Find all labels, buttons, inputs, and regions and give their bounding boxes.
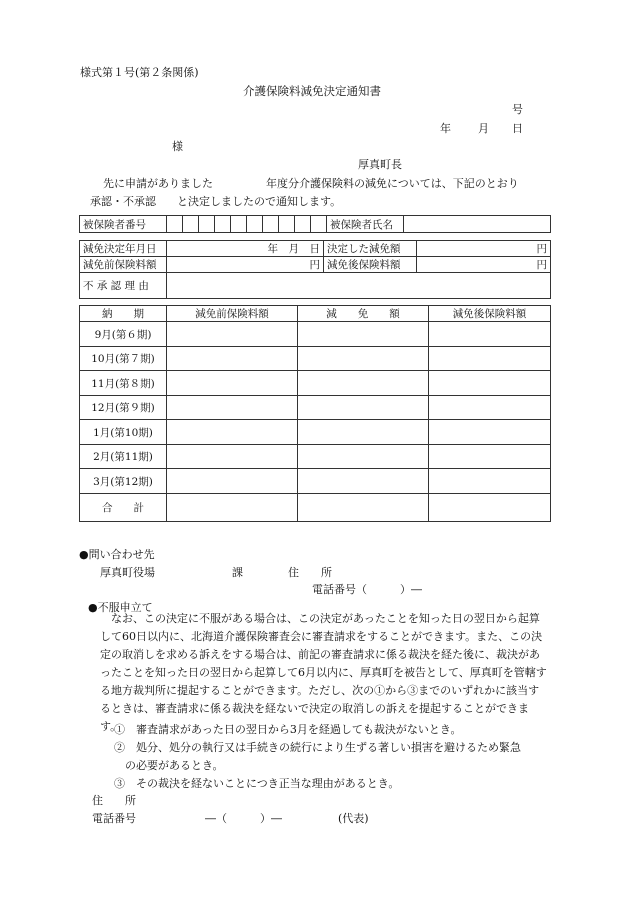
reduction-cell[interactable] bbox=[298, 396, 429, 420]
after-amount-field[interactable]: 円 bbox=[417, 257, 551, 273]
schedule-header: 減免前保険料額 bbox=[167, 306, 298, 322]
appeal-phone-label: 電話番号 bbox=[92, 812, 136, 825]
addressee-suffix: 様 bbox=[172, 140, 183, 153]
period-label: 2月(第11期) bbox=[80, 445, 167, 469]
reduction-cell[interactable] bbox=[298, 469, 429, 494]
schedule-row bbox=[80, 445, 551, 469]
before-cell[interactable] bbox=[167, 445, 298, 469]
reduction-cell[interactable] bbox=[298, 494, 429, 522]
insured-number-box[interactable] bbox=[231, 216, 247, 233]
reduction-cell[interactable] bbox=[298, 322, 429, 347]
form-number: 様式第１号(第２条関係) bbox=[80, 66, 199, 79]
appeal-phone-tail: (代表) bbox=[338, 812, 369, 825]
document-title: 介護保険料減免決定通知書 bbox=[243, 84, 381, 98]
date-day: 日 bbox=[512, 122, 523, 135]
before-amount-field[interactable]: 円 bbox=[167, 257, 324, 273]
issuer: 厚真町長 bbox=[358, 158, 402, 171]
schedule-table bbox=[79, 305, 551, 522]
schedule-row bbox=[80, 469, 551, 494]
schedule-row bbox=[80, 347, 551, 371]
schedule-row bbox=[80, 396, 551, 420]
appeal-item-2-cont: の必要があるとき。 bbox=[125, 759, 224, 772]
date-year: 年 bbox=[440, 122, 451, 135]
intro-line1-a: 先に申請がありました bbox=[103, 177, 213, 190]
before-cell[interactable] bbox=[167, 371, 298, 396]
period-label: 12月(第９期) bbox=[80, 396, 167, 420]
before-cell[interactable] bbox=[167, 322, 298, 347]
appeal-heading: ●不服申立て bbox=[88, 601, 153, 614]
insured-number-box[interactable] bbox=[183, 216, 199, 233]
appeal-item-3: ③ その裁決を経ないことにつき正当な理由があるとき。 bbox=[114, 777, 400, 790]
period-label: 3月(第12期) bbox=[80, 469, 167, 494]
schedule-row bbox=[80, 322, 551, 347]
insured-number-box[interactable] bbox=[263, 216, 279, 233]
schedule-header: 納 期 bbox=[80, 306, 167, 322]
insured-number-box[interactable] bbox=[279, 216, 295, 233]
after-amount-label: 減免後保険料額 bbox=[324, 257, 417, 273]
date-month: 月 bbox=[478, 122, 489, 135]
contact-address: 住 所 bbox=[288, 566, 332, 579]
reduction-cell[interactable] bbox=[298, 420, 429, 445]
insured-number-box[interactable] bbox=[215, 216, 231, 233]
decision-date-field[interactable]: 年 月 日 bbox=[167, 241, 324, 257]
period-label: 11月(第８期) bbox=[80, 371, 167, 396]
after-cell[interactable] bbox=[429, 445, 551, 469]
period-label: 1月(第10期) bbox=[80, 420, 167, 445]
period-label: 9月(第６期) bbox=[80, 322, 167, 347]
contact-heading: ●問い合わせ先 bbox=[79, 548, 155, 561]
schedule-row bbox=[80, 371, 551, 396]
after-cell[interactable] bbox=[429, 420, 551, 445]
before-cell[interactable] bbox=[167, 396, 298, 420]
contact-phone: 電話番号（ ）― bbox=[312, 583, 422, 596]
insured-name-label: 被保険者氏名 bbox=[327, 216, 404, 233]
insured-number-box[interactable] bbox=[295, 216, 311, 233]
contact-section: 課 bbox=[232, 566, 243, 579]
appeal-paragraph: なお、この決定に不服がある場合は、この決定があったことを知った日の翌日から起算して60日以内に、北海道介護保険審査会に審査請求をすることができます。また、この決定の取消しを求める訴えをする場合は、前記の審査請求に係る裁決を経た後に、裁決があったことを知った日の翌日から起算して6月以内に、厚真町を被告として、厚真町を管轄する地方裁判所に提起することができます。ただし、次の①から③までのいずれかに該当するときは、審査請求に係る裁決を経ないで決定の取消しの訴えを提起することができます。 bbox=[100, 612, 547, 733]
schedule-header: 減免後保険料額 bbox=[429, 306, 551, 322]
reason-label: 不 承 認 理 由 bbox=[80, 273, 167, 299]
insured-number-label: 被保険者番号 bbox=[80, 216, 167, 233]
before-amount-label: 減免前保険料額 bbox=[80, 257, 167, 273]
appeal-address: 住 所 bbox=[92, 794, 136, 807]
reason-field[interactable] bbox=[167, 273, 551, 299]
insured-number-box[interactable] bbox=[247, 216, 263, 233]
decision-table bbox=[79, 240, 551, 299]
before-cell[interactable] bbox=[167, 347, 298, 371]
reduction-cell[interactable] bbox=[298, 347, 429, 371]
decision-date-label: 減免決定年月日 bbox=[80, 241, 167, 257]
after-cell[interactable] bbox=[429, 347, 551, 371]
reduction-cell[interactable] bbox=[298, 445, 429, 469]
before-cell[interactable] bbox=[167, 469, 298, 494]
schedule-header: 減 免 額 bbox=[298, 306, 429, 322]
number-suffix: 号 bbox=[512, 103, 523, 116]
insured-name-field[interactable] bbox=[404, 216, 551, 233]
after-cell[interactable] bbox=[429, 371, 551, 396]
contact-office: 厚真町役場 bbox=[100, 566, 155, 579]
before-cell[interactable] bbox=[167, 494, 298, 522]
after-cell[interactable] bbox=[429, 396, 551, 420]
after-cell[interactable] bbox=[429, 494, 551, 522]
after-cell[interactable] bbox=[429, 322, 551, 347]
before-cell[interactable] bbox=[167, 420, 298, 445]
intro-line2-a: 承認・不承認 bbox=[90, 195, 156, 208]
appeal-item-2: ② 処分、処分の執行又は手続きの続行により生ずる著しい損害を避けるため緊急 bbox=[114, 741, 521, 754]
period-label: 10月(第７期) bbox=[80, 347, 167, 371]
after-cell[interactable] bbox=[429, 469, 551, 494]
total-label: 合 計 bbox=[80, 494, 167, 522]
decided-amount-field[interactable]: 円 bbox=[417, 241, 551, 257]
intro-line1-b: 年度分介護保険料の減免については、下記のとおり bbox=[266, 177, 519, 190]
intro-line2-b: と決定しましたので通知します。 bbox=[177, 195, 342, 208]
insured-number-box[interactable] bbox=[311, 216, 327, 233]
appeal-phone-number: ―（ ）― bbox=[205, 812, 282, 825]
schedule-row bbox=[80, 420, 551, 445]
insured-number-box[interactable] bbox=[199, 216, 215, 233]
reduction-cell[interactable] bbox=[298, 371, 429, 396]
insured-table bbox=[79, 215, 551, 233]
total-row bbox=[80, 494, 551, 522]
insured-number-box[interactable] bbox=[167, 216, 183, 233]
appeal-item-1: ① 審査請求があった日の翌日から3月を経過しても裁決がないとき。 bbox=[114, 723, 462, 736]
decided-amount-label: 決定した減免額 bbox=[324, 241, 417, 257]
